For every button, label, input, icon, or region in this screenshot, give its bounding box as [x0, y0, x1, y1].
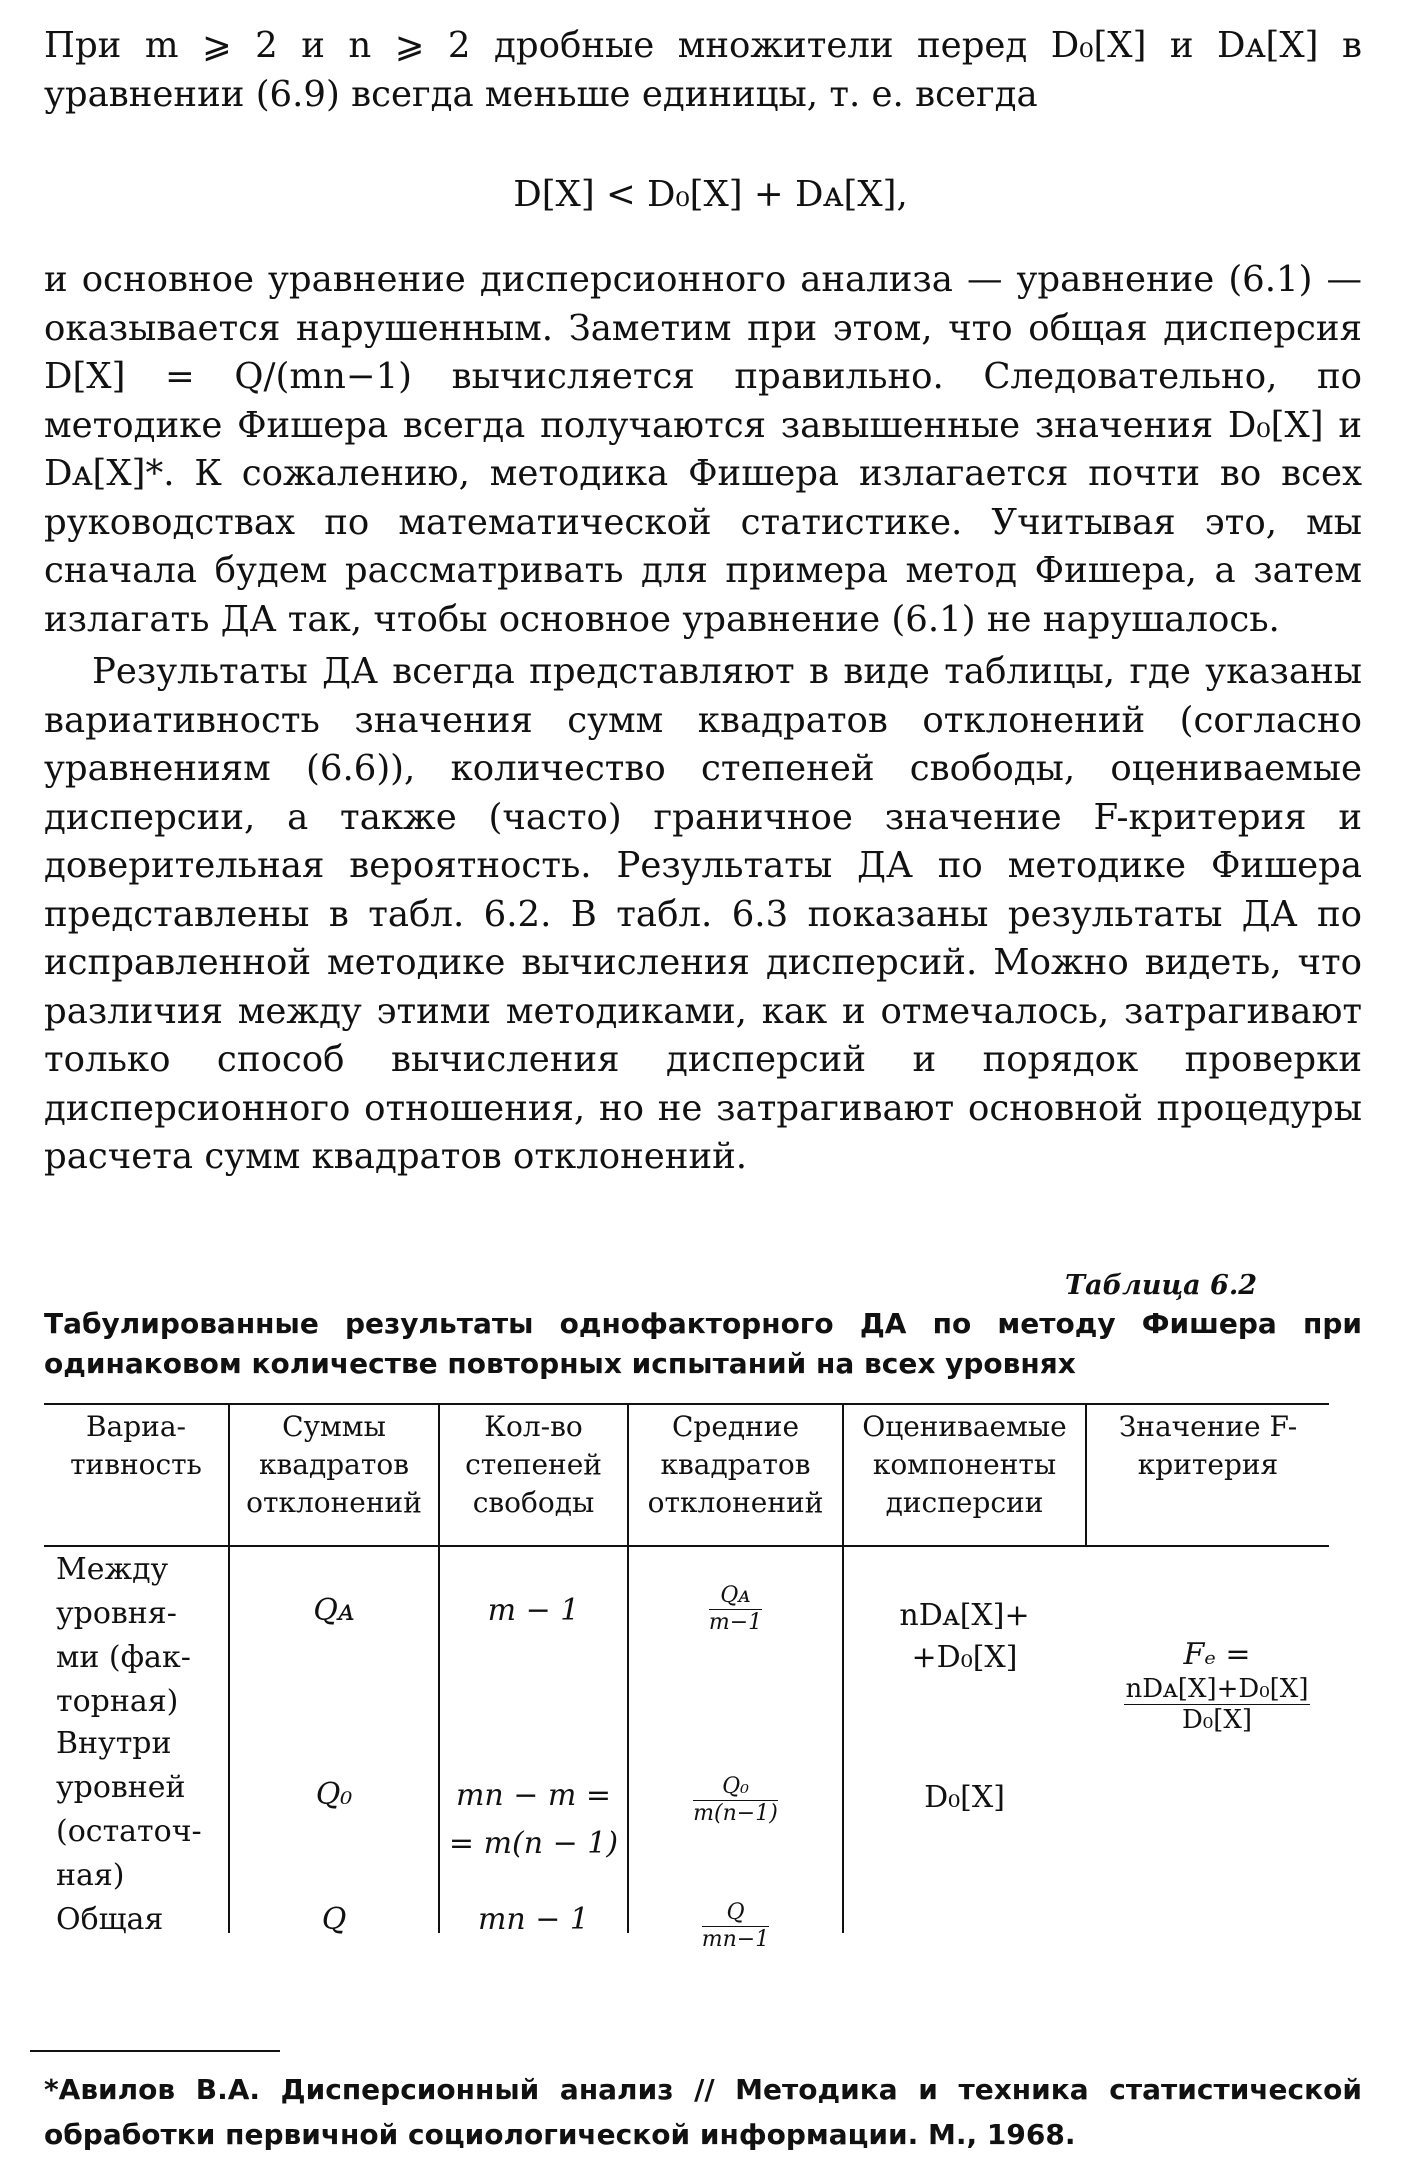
paragraph-2: и основное уравнение дисперсионного анализа — уравнение (6.1) — оказывается нарушенным. Заметим при этом, что общая дисперсия D[X] = Q/(mn−1) вычисляется правильно. Следовательно, по методике Фишера всегда получаются завышенные значения D₀[X] и Dᴀ[X]*. К сожалению, методика Фишера излагается почти во всех руководствах по математической статистике. Учитывая это, мы сначала будем рассматривать для примера метод Фишера, а затем излагать ДА так, чтобы основное уравнение (6.1) не нарушалось.	[44, 259, 1362, 640]
header-sum-squares: Суммы квадратов отклонений	[246, 1410, 422, 1519]
paragraph-3: Результаты ДА всегда представляют в виде таблицы, где указаны вариативность значения сумм квадратов отклонений (согласно уравнениям (6.6)), количество степеней свободы, оцениваемые дисперсии, а также (часто) граничное значение F-критерия и доверительная вероятность. Результаты ДА по методике Фишера представлены в табл. 6.2. В табл. 6.3 показаны результаты ДА по исправленной методике вычисления дисперсий. Можно видеть, что различия между этими методиками, как и отмечалось, затрагивают только способ вычисления дисперсий и порядок проверки дисперсионного отношения, но не затрагивают основной процедуры расчета сумм квадратов отклонений.	[44, 651, 1362, 1177]
row1-sum: Qᴀ	[313, 1593, 355, 1628]
header-variance-components: Оцениваемые компоненты дисперсии	[862, 1410, 1067, 1519]
paragraph-1: При m ⩾ 2 и n ⩾ 2 дробные множители перед D₀[X] и Dᴀ[X] в уравнении (6.9) всегда меньше единицы, т. е. всегда	[44, 25, 1362, 115]
row3-sum: Q	[321, 1902, 347, 1937]
table-top-rule	[44, 1403, 1329, 1405]
row2-df: mn − m = = m(n − 1)	[448, 1778, 619, 1861]
row1-component: nDᴀ[X]+ +D₀[X]	[899, 1598, 1030, 1675]
f-criterion-value: Fₑ = $\frac{\text{nDᴀ[X]+D₀[X]}}{\text{D₀[X]}}$	[1125, 1637, 1309, 1735]
table-header-rule	[44, 1545, 1329, 1547]
header-degrees-freedom: Кол-во степеней свободы	[465, 1410, 602, 1519]
inequality-equation: D[X] < D₀[X] + Dᴀ[X],	[513, 174, 908, 215]
row1-variation: Между уровня- ми (фак- торная)	[56, 1552, 191, 1719]
row3-variation: Общая	[56, 1902, 164, 1937]
header-f-criterion: Значение F-критерия	[1118, 1410, 1298, 1481]
row2-sum: Q₀	[315, 1777, 353, 1812]
row2-component: D₀[X]	[924, 1780, 1005, 1815]
footnote-rule	[30, 2050, 280, 2052]
table-title: Табулированные результаты однофакторного ДА по методу Фишера при одинаковом количестве повторных испытаний на всех уровнях	[44, 1307, 1362, 1380]
footnote: *Авилов В.А. Дисперсионный анализ // Методика и техника статистической обработки первичной социологической информации. М., 1968.	[44, 2073, 1362, 2151]
row3-mean: $\frac{Q}{mn-1}$	[701, 1900, 770, 1952]
row2-variation: Внутри уровней (остаточ- ная)	[56, 1726, 202, 1893]
table-caption: Таблица 6.2	[1065, 1270, 1258, 1301]
row2-mean: $\frac{\text{Q₀}}{m(n-1)}$	[693, 1774, 778, 1826]
header-variation: Вариа- тивность	[70, 1410, 202, 1481]
row3-df: mn − 1	[477, 1902, 590, 1937]
row1-mean: $\frac{\text{Qᴀ}}{m-1}$	[708, 1583, 763, 1635]
row1-df: m − 1	[487, 1593, 580, 1628]
header-mean-squares: Средние квадратов отклонений	[647, 1410, 824, 1519]
